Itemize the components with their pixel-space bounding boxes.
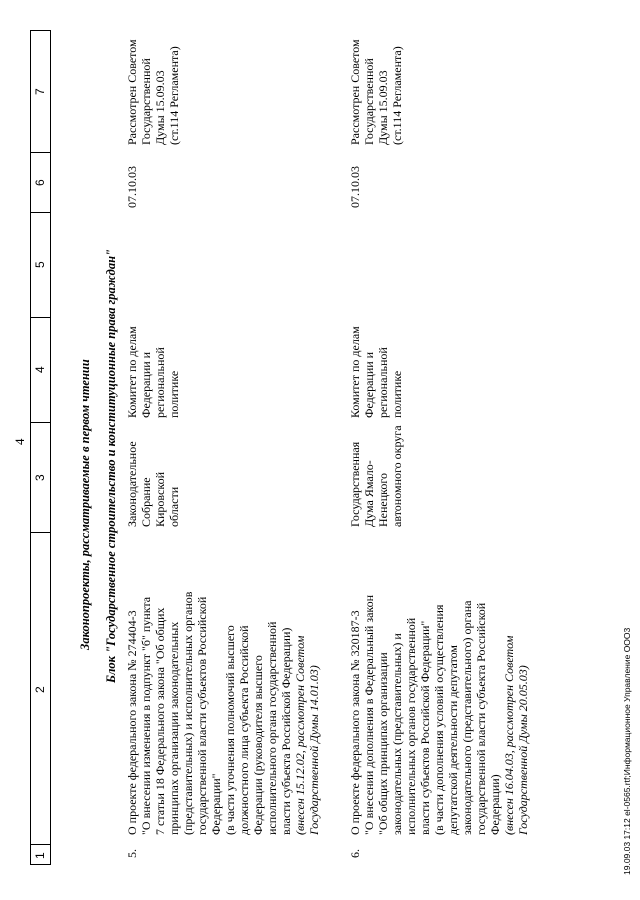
row-6-committee-line: политике <box>390 370 404 418</box>
row-6-committee <box>348 318 404 418</box>
row-5-title-line: принципах организации законодательных <box>167 621 181 835</box>
header-right-border <box>30 30 50 31</box>
row-5-status <box>125 30 181 145</box>
column-number-5: 5 <box>33 261 47 268</box>
column-number-4: 4 <box>33 366 47 373</box>
row-5-title-line: власти субъекта Российской Федерации) <box>279 627 293 835</box>
row-6-committee-line: Комитет по делам <box>348 326 362 418</box>
header-left-border <box>30 864 50 865</box>
row-6-number: 6. <box>348 849 362 858</box>
row-6-title <box>348 535 530 835</box>
row-5-status-line: (ст.114 Регламента) <box>167 46 181 145</box>
block-title: Блок "Государственное строительство и конституционные права граждан" <box>104 249 118 683</box>
row-6-committee-line: региональной <box>376 347 390 418</box>
rotated-sheet <box>12 30 632 875</box>
row-5-title-line: должностного лица субъекта Российской <box>237 625 251 835</box>
row-6-date: 07.10.03 <box>348 166 362 208</box>
row-5-note-line: (внесен 15.12.02, рассмотрен Советом <box>293 635 307 835</box>
col-sep-2 <box>30 532 50 533</box>
footer-stamp: 19.09.03 17:12 el-0565.rtf;Информационное Управление ООО3 <box>622 627 632 875</box>
col-sep-3 <box>30 422 50 423</box>
row-6-title-line: О проекте федерального закона № 320187-3 <box>348 610 362 835</box>
row-5-title <box>125 535 321 835</box>
row-5-title-line: Федерации" <box>209 773 223 835</box>
table-top-border <box>30 30 31 865</box>
row-5-date: 07.10.03 <box>125 166 139 208</box>
row-5-title-line: государственной власти субъектов Российской <box>195 596 209 835</box>
col-sep-4 <box>30 317 50 318</box>
col-sep-5 <box>30 212 50 213</box>
row-6-title-line: "О внесении дополнения в Федеральный закон <box>362 594 376 835</box>
row-6-status-line: Государственной <box>362 58 376 145</box>
column-number-2: 2 <box>33 686 47 693</box>
page-number: 4 <box>12 438 27 445</box>
row-5-committee-line: региональной <box>153 347 167 418</box>
header-bottom-border <box>50 30 51 865</box>
row-5-title-line: (в части уточнения полномочий высшего <box>223 625 237 835</box>
column-number-1: 1 <box>33 852 47 859</box>
row-5-initiator-line: области <box>167 486 181 527</box>
row-5-status-line: Рассмотрен Советом <box>125 39 139 145</box>
row-6-note-line: Государственной Думы 20.05.03) <box>516 665 530 835</box>
row-6-initiator-line: Дума Ямало- <box>362 460 376 527</box>
row-6-status-line: Думы 15.09.03 <box>376 70 390 145</box>
row-5-title-line: исполнительного органа государственной <box>265 621 279 835</box>
row-6-title-line: Федерации) <box>488 774 502 835</box>
row-6-title-line: депутатской деятельности депутатом <box>446 644 460 835</box>
row-5-status-line: Думы 15.09.03 <box>153 70 167 145</box>
row-5-committee-line: Комитет по делам <box>125 326 139 418</box>
row-5-committee-line: Федерации и <box>139 351 153 418</box>
row-6-initiator-line: Государственная <box>348 441 362 527</box>
row-5-number: 5. <box>125 849 139 858</box>
row-6-status-line: Рассмотрен Советом <box>348 39 362 145</box>
row-6-initiator-line: Ненецкого <box>376 472 390 527</box>
row-5-title-line: 7 статьи 18 Федерального закона "Об общих <box>153 607 167 835</box>
row-6-title-line: законодательного (представительного) органа <box>460 600 474 835</box>
row-6-title-line: законодательных (представительных) и <box>390 633 404 835</box>
row-5-title-line: Федерации (руководителя высшего <box>251 655 265 835</box>
table-frame <box>30 30 620 865</box>
column-number-7: 7 <box>33 88 47 95</box>
row-6-committee-line: Федерации и <box>362 351 376 418</box>
row-6-status <box>348 30 404 145</box>
row-6-initiator-line: автономного округа <box>390 425 404 527</box>
row-6-title-line: (в части дополнения условий осуществления <box>432 604 446 835</box>
row-6-title-line: государственной власти субъекта Российской <box>474 602 488 835</box>
column-number-6: 6 <box>33 179 47 186</box>
row-5-status-line: Государственной <box>139 58 153 145</box>
column-number-3: 3 <box>33 474 47 481</box>
row-5-initiator-line: Собрание Кировской <box>139 472 167 527</box>
row-5-initiator <box>125 422 181 527</box>
row-6-title-line: исполнительных органов государственной <box>404 617 418 835</box>
row-6-title-line: "Об общих принципах организации <box>376 652 390 835</box>
row-5-title-line: "О внесении изменения в подпункт "б" пункта <box>139 596 153 835</box>
row-5-committee-line: политике <box>167 370 181 418</box>
row-6-title-line: власти субъектов Российской Федерации" <box>418 620 432 835</box>
section-header: Законопроекты, рассматриваемые в первом чтении <box>78 359 92 650</box>
row-5-title-line: (представительных) и исполнительных органов <box>181 591 195 835</box>
col-sep-1 <box>30 844 50 845</box>
row-5-committee <box>125 318 181 418</box>
row-6-status-line: (ст.114 Регламента) <box>390 46 404 145</box>
row-5-title-line: О проекте федерального закона № 274404-3 <box>125 610 139 835</box>
row-6-initiator <box>348 422 404 527</box>
row-5-note-line: Государственной Думы 14.01.03) <box>307 665 321 835</box>
col-sep-6 <box>30 152 50 153</box>
row-5-initiator-line: Законодательное <box>125 441 139 527</box>
row-6-note-line: (внесен 16.04.03, рассмотрен Советом <box>502 635 516 835</box>
